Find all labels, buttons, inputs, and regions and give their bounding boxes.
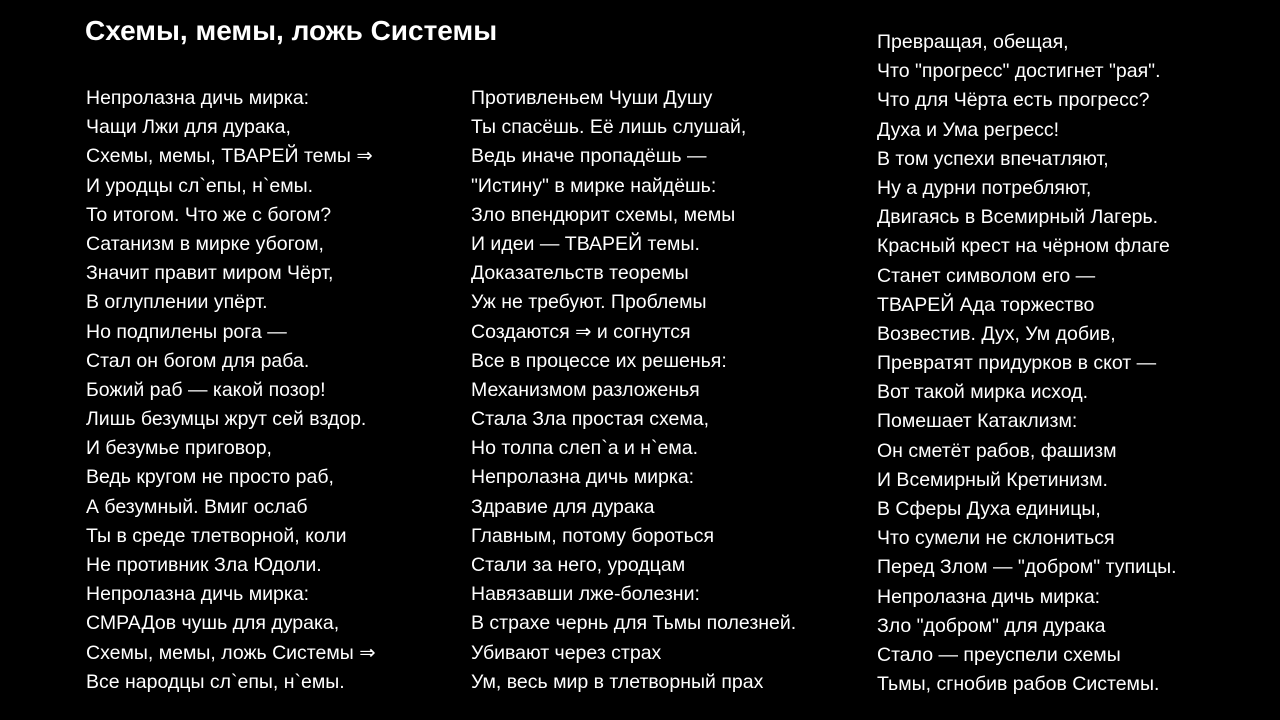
poem-line: И идеи — ТВАРЕЙ темы.: [471, 232, 700, 255]
poem-line: Он сметёт рабов, фашизм: [877, 439, 1117, 462]
poem-line: Но толпа слеп`а и н`ема.: [471, 437, 699, 460]
poem-line: Возвестив. Дух, Ум добив,: [877, 322, 1116, 345]
poem-line: Но подпилены рога —: [86, 320, 287, 343]
poem-line: Ты в среде тлетворной, коли: [86, 524, 347, 547]
poem-column-2: [471, 84, 796, 697]
poem-line: А безумный. Вмиг ослаб: [86, 495, 308, 518]
poem-line: СМРАДов чушь для дурака,: [86, 612, 340, 635]
poem-title: Схемы, мемы, ложь Системы: [85, 15, 498, 46]
poem-line: Сатанизм в мирке убогом,: [86, 232, 324, 255]
poem-line: Схемы, мемы, ТВАРЕЙ темы ⇒: [86, 145, 373, 168]
poem-line: Схемы, мемы, ложь Системы ⇒: [86, 641, 376, 664]
poem-line: И Всемирный Кретинизм.: [877, 468, 1108, 491]
poem-line: Превратят придурков в скот —: [877, 352, 1157, 375]
poem-line: Непролазна дичь мирка:: [86, 87, 310, 109]
poem-line: Божий раб — какой позор!: [86, 378, 326, 401]
poem-line: Ведь кругом не просто раб,: [86, 466, 334, 489]
poem-column-1: [86, 84, 376, 697]
poem-line: Стало — преуспели схемы: [877, 643, 1121, 666]
poem-line: Главным, потому бороться: [471, 524, 715, 547]
poem-line: Убивают через страх: [471, 641, 662, 664]
poem-line: Непролазна дичь мирка:: [471, 466, 695, 489]
poem-line: Что для Чёрта есть прогресс?: [877, 89, 1150, 112]
poem-line: Все в процессе их решенья:: [471, 349, 727, 372]
poem-line: Станет символом его —: [877, 264, 1096, 287]
poem-line: Ну а дурни потребляют,: [877, 176, 1092, 199]
poem-line: Ум, весь мир в тлетворный прах: [471, 670, 764, 693]
poem-line: Двигаясь в Всемирный Лагерь.: [877, 206, 1159, 229]
poem-line: И уродцы сл`епы, н`емы.: [86, 174, 314, 197]
poem-column-3: [877, 28, 1177, 699]
poem-line: Зло "добром" для дурака: [877, 614, 1106, 637]
poem-line: То итогом. Что же с богом?: [86, 203, 332, 226]
poem-line: Стал он богом для раба.: [86, 349, 310, 372]
poem-line: Что сумели не склониться: [877, 527, 1115, 550]
poem-line: Стали за него, уродцам: [471, 554, 686, 576]
poem-line: Ты спасёшь. Её лишь слушай,: [471, 116, 747, 139]
poem-line: Значит правит миром Чёрт,: [86, 262, 334, 285]
poem-line: "Истину" в мирке найдёшь:: [471, 174, 717, 197]
poem-line: Здравие для дурака: [471, 495, 655, 518]
poem-line: Лишь безумцы жрут сей вздор.: [86, 408, 367, 431]
poem-line: В том успехи впечатляют,: [877, 147, 1109, 170]
poem-line: Механизмом разложенья: [471, 378, 700, 401]
poem-line: Помешает Катаклизм:: [877, 410, 1078, 433]
poem-line: Противленьем Чуши Душу: [471, 87, 713, 109]
poem-line: ТВАРЕЙ Ада торжество: [877, 293, 1095, 316]
poem-line: Создаются ⇒ и согнутся: [471, 320, 691, 343]
poem-line: Все народцы сл`епы, н`емы.: [86, 670, 345, 693]
poem-line: И безумье приговор,: [86, 437, 272, 460]
poem-line: Непролазна дичь мирка:: [86, 583, 310, 606]
poem-line: Чащи Лжи для дурака,: [86, 116, 291, 139]
poem-line: Стала Зла простая схема,: [471, 408, 710, 431]
poem-line: Ведь иначе пропадёшь —: [471, 145, 707, 168]
poem-line: Зло впендюрит схемы, мемы: [471, 203, 736, 226]
poem-line: В Сферы Духа единицы,: [877, 498, 1101, 520]
poem-line: Духа и Ума регресс!: [877, 118, 1060, 141]
poem-line: В страхе чернь для Тьмы полезней.: [471, 612, 797, 635]
poem-line: Тьмы, сгнобив рабов Системы.: [877, 673, 1160, 696]
poem-line: Превращая, обещая,: [877, 31, 1069, 53]
poem-line: Что "прогресс" достигнет "рая".: [877, 60, 1161, 83]
poem-line: Не противник Зла Юдоли.: [86, 554, 322, 576]
poem-line: Доказательств теоремы: [471, 262, 689, 285]
poem-line: Уж не требуют. Проблемы: [471, 291, 707, 314]
poem-line: Непролазна дичь мирка:: [877, 585, 1101, 608]
poem-line: Вот такой мирка исход.: [877, 381, 1088, 404]
poem-line: В оглуплении упёрт.: [86, 291, 268, 314]
poem-line: Навязавши лже-болезни:: [471, 583, 700, 606]
poem-line: Перед Злом — "добром" тупицы.: [877, 556, 1177, 579]
poem-line: Красный крест на чёрном флаге: [877, 235, 1170, 258]
